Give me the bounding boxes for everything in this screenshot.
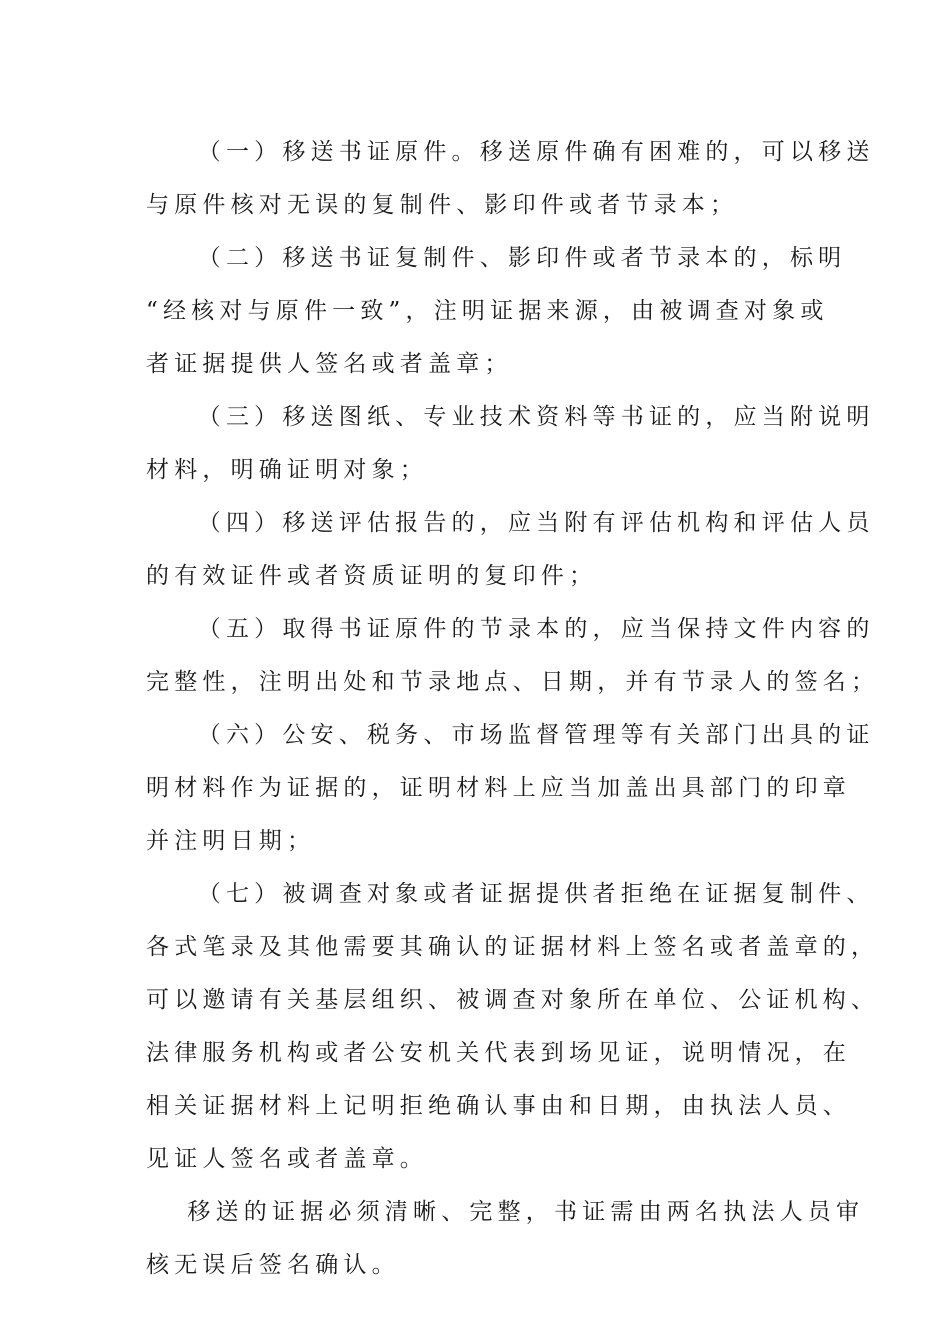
text-line: 并注明日期； xyxy=(146,828,316,854)
text-line: （六）公安、税务、市场监督管理等有关部门出具的证 xyxy=(197,722,875,748)
paragraph-item-3 xyxy=(146,391,875,497)
text-line: 材料，明确证明对象； xyxy=(146,457,428,483)
text-line: （二）移送书证复制件、影印件或者节录本的，标明 xyxy=(197,245,847,271)
paragraph-item-5 xyxy=(146,603,880,709)
text-line: 移送的证据必须清晰、完整，书证需由两名执法人员审 xyxy=(187,1199,865,1225)
text-line: 见证人签名或者盖章。 xyxy=(146,1146,428,1172)
paragraph-item-1 xyxy=(146,126,875,232)
paragraph-item-2 xyxy=(146,232,847,391)
text-line: 与原件核对无误的复制件、影印件或者节录本； xyxy=(146,192,739,218)
text-line: 明材料作为证据的，证明材料上应当加盖出具部门的印章 xyxy=(146,775,851,801)
text-line: “经核对与原件一致”，注明证据来源，由被调查对象或 xyxy=(146,298,829,324)
text-line: （七）被调查对象或者证据提供者拒绝在证据复制件、 xyxy=(197,881,875,907)
text-line: 者证据提供人签名或者盖章； xyxy=(146,351,513,377)
text-line: 各式笔录及其他需要其确认的证据材料上签名或者盖章的， xyxy=(146,934,880,960)
text-line: 的有效证件或者资质证明的复印件； xyxy=(146,563,598,589)
paragraph-item-7 xyxy=(146,868,880,1186)
text-line: （一）移送书证原件。移送原件确有困难的，可以移送 xyxy=(197,139,875,165)
text-line: 相关证据材料上记明拒绝确认事由和日期，由执法人员、 xyxy=(146,1093,851,1119)
paragraph-item-8 xyxy=(146,1186,865,1292)
text-line: 法律服务机构或者公安机关代表到场见证，说明情况，在 xyxy=(146,1040,851,1066)
paragraph-item-4 xyxy=(146,497,875,603)
text-line: 完整性，注明出处和节录地点、日期，并有节录人的签名； xyxy=(146,669,880,695)
text-line: 可以邀请有关基层组织、被调查对象所在单位、公证机构、 xyxy=(146,987,880,1013)
document-body xyxy=(146,126,880,1292)
paragraph-item-6 xyxy=(146,709,875,868)
text-line: （四）移送评估报告的，应当附有评估机构和评估人员 xyxy=(197,510,875,536)
text-line: （三）移送图纸、专业技术资料等书证的，应当附说明 xyxy=(197,404,875,430)
text-line: 核无误后签名确认。 xyxy=(146,1252,400,1278)
text-line: （五）取得书证原件的节录本的，应当保持文件内容的 xyxy=(197,616,875,642)
